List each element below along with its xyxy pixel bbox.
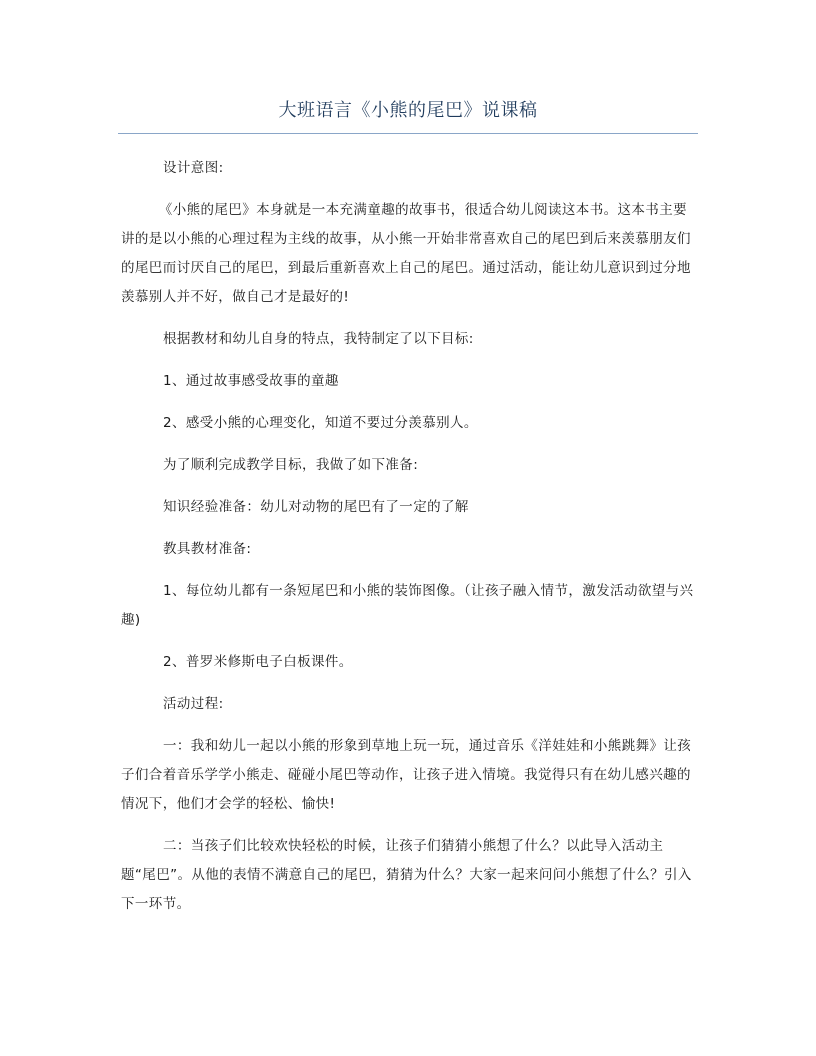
paragraph-material-1: 1、每位幼儿都有一条短尾巴和小熊的装饰图像。（让孩子融入情节，激发活动欲望与兴趣) [121, 583, 694, 628]
paragraph-process-step-1: 一：我和幼儿一起以小熊的形象到草地上玩一玩，通过音乐《洋娃娃和小熊跳舞》让孩子们合着音乐学学小熊走、碰碰小尾巴等动作，让孩子进入情境。我觉得只有在幼儿感兴趣的情况下，他们才会学的轻松、愉快! [121, 738, 692, 812]
paragraph-goal-1: 1、通过故事感受故事的童趣 [163, 373, 339, 389]
document-body [121, 154, 695, 932]
document-title: 大班语言《小熊的尾巴》说课稿 [278, 100, 538, 121]
paragraph-process-step-2: 二：当孩子们比较欢快轻松的时候，让孩子们猜猜小熊想了什么？以此导入活动主题“尾巴”。从他的表情不满意自己的尾巴，猜猜为什么？大家一起来问问小熊想了什么？引入下一环节。 [121, 838, 692, 912]
paragraph-material-2: 2、普罗米修斯电子白板课件。 [163, 654, 353, 670]
paragraph-knowledge-preparation: 知识经验准备：幼儿对动物的尾巴有了一定的了解 [163, 499, 469, 515]
paragraph-materials-heading: 教具教材准备: [163, 541, 252, 557]
paragraph-process-heading: 活动过程: [163, 696, 224, 712]
title-divider [118, 133, 698, 134]
paragraph-preparation-intro: 为了顺利完成教学目标，我做了如下准备: [163, 457, 419, 473]
paragraph-goal-2: 2、感受小熊的心理变化，知道不要过分羡慕别人。 [163, 415, 478, 431]
paragraph-design-intent-heading: 设计意图: [163, 160, 224, 176]
paragraph-design-intent: 《小熊的尾巴》本身就是一本充满童趣的故事书，很适合幼儿阅读这本书。这本书主要讲的是以小熊的心理过程为主线的故事，从小熊一开始非常喜欢自己的尾巴到后来羡慕朋友们的尾巴而讨厌自己的尾巴，到最后重新喜欢上自己的尾巴。通过活动，能让幼儿意识到过分地羡慕别人并不好，做自己才是最好的! [121, 202, 691, 305]
paragraph-goals-intro: 根据教材和幼儿自身的特点，我特制定了以下目标: [163, 331, 474, 347]
